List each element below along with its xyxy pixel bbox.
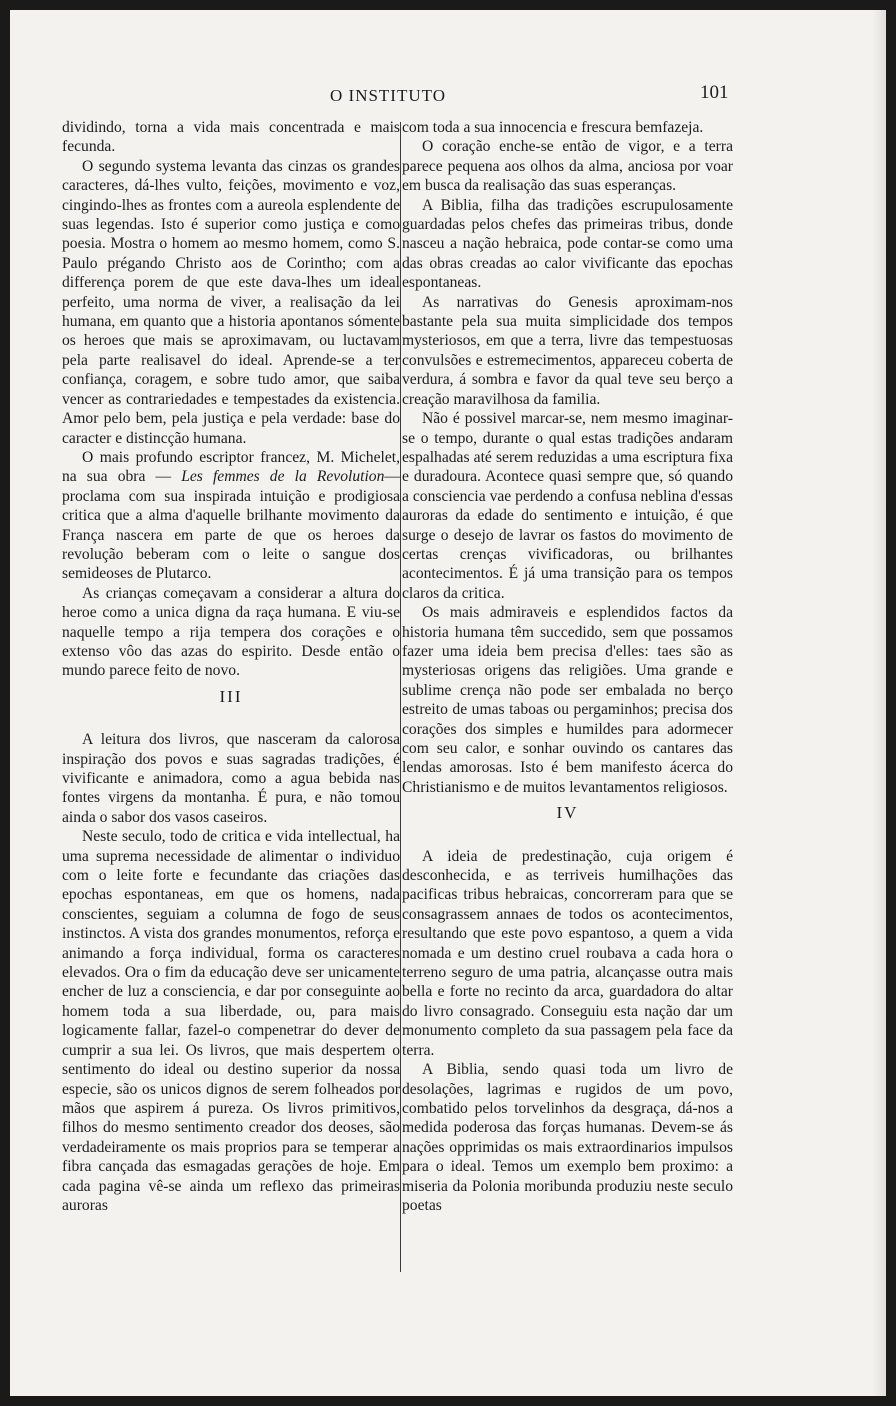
paragraph: A Biblia, filha das tradições escrupulosamente guardadas pelos chefes das primeiras tribus, donde nasceu a nação hebraica, pode contar-se como uma das obras creadas ao calor vivificante das epochas espontaneas. [402, 196, 733, 292]
paragraph: As narrativas do Genesis aproximam-nos bastante pela sua muita simplicidade dos tempos mysteriosos, em que a terra, livre das tempestuosas convulsões e estremecimentos, appareceu coberta de verdura, á sombra e favor da qual teve seu berço a creação maravilhosa da familia. [402, 293, 733, 408]
page-edge-shadow [872, 10, 886, 1396]
paragraph: A leitura dos livros, que nasceram da calorosa inspiração dos povos e suas sagradas tradições, é vivificante e animadora, como a agua bebida nas fontes virgens da montanha. É pura, e não tomou ainda o sabor dos vasos caseiros. [62, 731, 400, 826]
book-page [10, 10, 886, 1396]
column-divider [400, 122, 401, 1272]
paragraph-text: —proclama com sua inspirada intuição e prodigiosa critica que a alma d'aquelle brilhante movimento da França nascera em parte de que os heroes da revolução beberam com o leite o sangue dos semideoses de Plutarco. [62, 468, 400, 583]
left-column [62, 118, 400, 1215]
paragraph: dividindo, torna a vida mais concentrada e mais fecunda. [62, 119, 400, 156]
section-heading-iii: III [219, 686, 243, 706]
section-heading-iv: IV [556, 803, 579, 823]
paragraph: Neste seculo, todo de critica e vida intellectual, ha uma suprema necessidade de alimentar o individuo com o leite forte e fecundante das criações das epochas espontaneas, em que os homens, nada conscientes, seguiam a columna de fogo de seus instinctos. A vista dos grandes monumentos, reforça e animando a força individual, forma os caracteres elevados. Ora o fim da educação deve ser unicamente encher de luz a consciencia, e dar por conseguinte ao homem toda a sua liberdade, ou, para mais logicamente fallar, fazel-o compenetrar do dever de cumprir a sua lei. Os livros, que mais despertem o sentimento do ideal ou destino superior da nossa especie, são os unicos dignos de serem folheados por mãos que aspirem á pureza. Os livros primitivos, filhos do mesmo sentimento creador dos deoses, são verdadeiramente os mais proprios para se temperar a fibra cançada das esmagadas gerações de hoje. Em cada pagina vê-se ainda um reflexo das primeiras auroras [62, 828, 400, 1214]
paragraph: Não é possivel marcar-se, nem mesmo imaginar-se o tempo, durante o qual estas tradições andaram espalhadas até serem reduzidas a uma escriptura fixa e duradoura. Acontece quasi sempre que, só quando a consciencia vae perdendo a confusa neblina d'essas auroras da edade do sentimento e intuição, é que surge o desejo de lavrar os fastos do movimento de certas crenças vivificadoras, ou brilhantes acontecimentos. É já uma transição para os tempos claros da critica. [402, 410, 733, 602]
paragraph: A ideia de predestinação, cuja origem é desconhecida, e as terriveis humilhações das pacificas tribus hebraicas, concorreram para que se consagrassem annaes de todos os acontecimentos, resultando que este povo espantoso, a quem a vida nomada e um destino cruel roubava a cada hora o terreno seguro de uma patria, alcançasse outra mais bella e forte no recinto da arca, guardadora do altar do livro consagrado. Conseguiu esta nação dar um monumento completo da sua passagem pela face da terra. [402, 847, 733, 1059]
paragraph-michelet [62, 448, 400, 584]
paragraph-text: O mais profundo escriptor francez, M. Michelet, na sua obra — [62, 448, 400, 486]
page-number: 101 [700, 82, 729, 103]
journal-title: O INSTITUTO [330, 86, 446, 105]
paragraph: O coração enche-se então de vigor, e a terra parece pequena aos olhos da alma, anciosa por voar em busca da realisação das suas esperanças. [402, 138, 733, 195]
paragraph: A Biblia, sendo quasi toda um livro de desolações, lagrimas e rugidos de um povo, combatido pelos torvelinhos da desgraça, dá-nos a medida poderosa das forças humanas. Devem-se ás nações opprimidas os mais extraordinarios impulsos para o ideal. Temos um exemplo bem proximo: a miseria da Polonia moribunda produziu neste seculo poetas [402, 1061, 733, 1214]
paragraph: Os mais admiraveis e esplendidos factos da historia humana têm succedido, sem que possamos fazer uma ideia bem precisa d'elles: taes são as mysteriosas origens das religiões. Uma grande e sublime crença não pode ser embalada no berço estreito de umas taboas ou pergaminhos; precisa dos corações dos simples e humildes para adormecer com seu calor, e sonhar ouvindo os cantares das lendas amorosas. Isto é bem manifesto ácerca do Christianismo e de muitos levantamentos religiosos. [402, 604, 733, 796]
paragraph: As crianças começavam a considerar a altura do heroe como a unica digna da raça humana. E viu-se naquelle tempo a rija tempera dos corações e o extenso vôo das azas do espirito. Desde então o mundo parece feito de novo. [62, 584, 400, 680]
paragraph: com toda a sua innocencia e frescura bemfazeja. [402, 119, 704, 136]
right-column [402, 118, 733, 1215]
running-header [10, 82, 886, 112]
paragraph: O segundo systema levanta das cinzas os grandes caracteres, dá-lhes vulto, feições, movimento e voz, cingindo-lhes as frontes com a aureola esplendente de suas legendas. Isto é superior como justiça e como poesia. Mostra o homem ao mesmo homem, como S. Paulo prégando Christo aos de Corintho; com a differença porem de que este dava-lhes um ideal perfeito, uma norma de viver, a realisação da lei humana, em quanto que a historia apontanos sómente os heroes que mais se aproximavam, ou luctavam pela parte realisavel do ideal. Aprende-se a ter confiança, coragem, e sobre tudo amor, que saiba vencer as contrariedades e tempestades da existencia. Amor pelo bem, pela justiça e pela verdade: base do caracter e distincção humana. [62, 157, 400, 447]
book-title: Les femmes de la Revolution [181, 468, 385, 486]
